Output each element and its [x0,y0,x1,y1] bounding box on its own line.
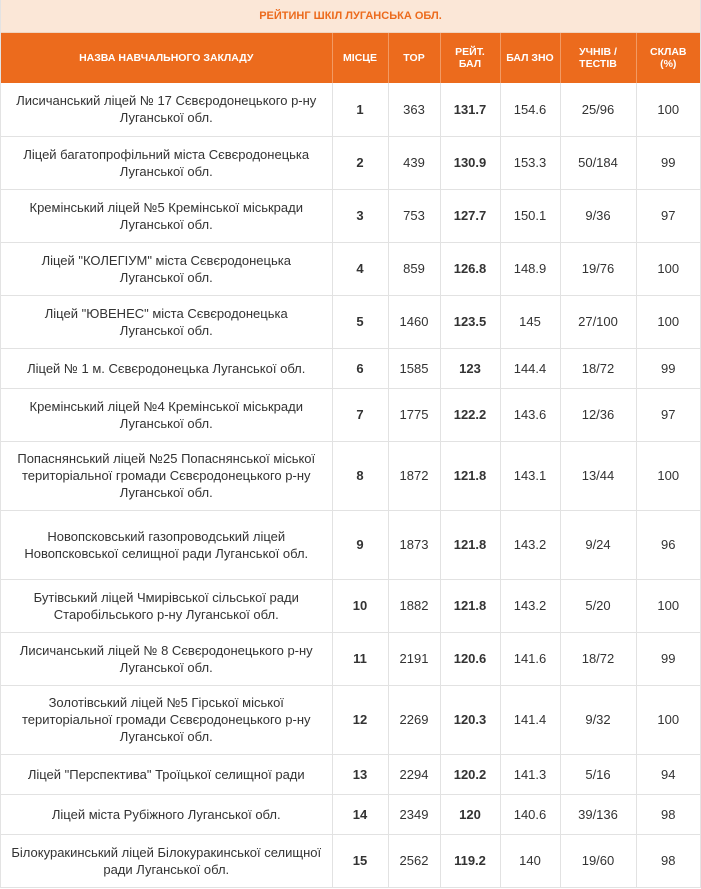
top-cell: 2562 [388,834,440,887]
pupils-tests-cell: 27/100 [560,295,636,348]
top-cell: 439 [388,136,440,189]
score-cell: 123.5 [440,295,500,348]
place-cell: 7 [332,388,388,441]
school-name-cell: Ліцей "ЮВЕНЕС" міста Сєвєродонецька Луганської обл. [1,295,332,348]
place-cell: 12 [332,685,388,754]
table-row [1,754,700,794]
place-cell: 4 [332,242,388,295]
top-cell: 2191 [388,632,440,685]
pupils-tests-cell: 5/20 [560,579,636,632]
score-cell: 126.8 [440,242,500,295]
zno-score-cell: 143.2 [500,579,560,632]
pass-percent-cell: 100 [636,83,700,136]
zno-score-cell: 140 [500,834,560,887]
score-cell: 120.3 [440,685,500,754]
score-cell: 131.7 [440,83,500,136]
school-name-cell: Новопсковський газопроводський ліцей Новопсковської селищної ради Луганської обл. [1,510,332,579]
pass-percent-cell: 94 [636,754,700,794]
pupils-tests-cell: 5/16 [560,754,636,794]
score-cell: 122.2 [440,388,500,441]
table-row [1,189,700,242]
school-name-cell: Білокуракинський ліцей Білокуракинської селищної ради Луганської обл. [1,834,332,887]
top-cell: 2349 [388,794,440,834]
table-row [1,136,700,189]
top-cell: 753 [388,189,440,242]
score-cell: 119.2 [440,834,500,887]
place-cell: 1 [332,83,388,136]
pass-percent-cell: 97 [636,388,700,441]
col-header-name: НАЗВА НАВЧАЛЬНОГО ЗАКЛАДУ [1,33,332,83]
school-name-cell: Кремінський ліцей №5 Кремінської міськради Луганської обл. [1,189,332,242]
place-cell: 5 [332,295,388,348]
pass-percent-cell: 97 [636,189,700,242]
pass-percent-cell: 100 [636,685,700,754]
top-cell: 1873 [388,510,440,579]
school-name-cell: Ліцей "Перспектива" Троїцької селищної ради [1,754,332,794]
pupils-tests-cell: 9/32 [560,685,636,754]
school-name-cell: Лисичанський ліцей № 17 Сєвєродонецького р-ну Луганської обл. [1,83,332,136]
col-header-place: МІСЦЕ [332,33,388,83]
col-header-pupils: УЧНІВ / ТЕСТІВ [560,33,636,83]
pupils-tests-cell: 19/60 [560,834,636,887]
pass-percent-cell: 96 [636,510,700,579]
pupils-tests-cell: 25/96 [560,83,636,136]
pupils-tests-cell: 13/44 [560,441,636,510]
top-cell: 363 [388,83,440,136]
table-row [1,348,700,388]
table-row [1,794,700,834]
place-cell: 14 [332,794,388,834]
zno-score-cell: 150.1 [500,189,560,242]
top-cell: 1882 [388,579,440,632]
pupils-tests-cell: 50/184 [560,136,636,189]
table-row [1,834,700,887]
place-cell: 8 [332,441,388,510]
table-row [1,579,700,632]
score-cell: 130.9 [440,136,500,189]
place-cell: 13 [332,754,388,794]
table-row [1,295,700,348]
pass-percent-cell: 100 [636,579,700,632]
pass-percent-cell: 99 [636,136,700,189]
top-cell: 1460 [388,295,440,348]
place-cell: 3 [332,189,388,242]
col-header-top: TOP [388,33,440,83]
school-name-cell: Кремінський ліцей №4 Кремінської міськради Луганської обл. [1,388,332,441]
school-name-cell: Лисичанський ліцей № 8 Сєвєродонецького р-ну Луганської обл. [1,632,332,685]
school-name-cell: Золотівський ліцей №5 Гірської міської територіальної громади Сєвєродонецького р-ну Луганської обл. [1,685,332,754]
pass-percent-cell: 100 [636,295,700,348]
score-cell: 120 [440,794,500,834]
zno-score-cell: 148.9 [500,242,560,295]
zno-score-cell: 141.3 [500,754,560,794]
table-row [1,388,700,441]
pupils-tests-cell: 19/76 [560,242,636,295]
zno-score-cell: 145 [500,295,560,348]
table-body [1,83,700,887]
pass-percent-cell: 99 [636,632,700,685]
score-cell: 121.8 [440,510,500,579]
table-row [1,83,700,136]
school-name-cell: Ліцей "КОЛЕГІУМ" міста Сєвєродонецька Луганської обл. [1,242,332,295]
pupils-tests-cell: 12/36 [560,388,636,441]
score-cell: 121.8 [440,441,500,510]
table-row [1,441,700,510]
pupils-tests-cell: 18/72 [560,348,636,388]
header-row [1,33,700,83]
score-cell: 120.6 [440,632,500,685]
pupils-tests-cell: 39/136 [560,794,636,834]
pupils-tests-cell: 9/36 [560,189,636,242]
ranking-table [1,33,700,888]
zno-score-cell: 153.3 [500,136,560,189]
place-cell: 15 [332,834,388,887]
place-cell: 6 [332,348,388,388]
score-cell: 121.8 [440,579,500,632]
top-cell: 2294 [388,754,440,794]
col-header-score: РЕЙТ. БАЛ [440,33,500,83]
pass-percent-cell: 98 [636,834,700,887]
score-cell: 127.7 [440,189,500,242]
pass-percent-cell: 99 [636,348,700,388]
zno-score-cell: 143.2 [500,510,560,579]
school-name-cell: Ліцей багатопрофільний міста Сєвєродонецька Луганської обл. [1,136,332,189]
top-cell: 1775 [388,388,440,441]
zno-score-cell: 143.6 [500,388,560,441]
school-name-cell: Ліцей № 1 м. Сєвєродонецька Луганської обл. [1,348,332,388]
pass-percent-cell: 100 [636,441,700,510]
zno-score-cell: 141.4 [500,685,560,754]
table-row [1,685,700,754]
pass-percent-cell: 100 [636,242,700,295]
score-cell: 123 [440,348,500,388]
school-name-cell: Ліцей міста Рубіжного Луганської обл. [1,794,332,834]
table-row [1,510,700,579]
top-cell: 859 [388,242,440,295]
place-cell: 11 [332,632,388,685]
top-cell: 1872 [388,441,440,510]
zno-score-cell: 143.1 [500,441,560,510]
table-row [1,242,700,295]
zno-score-cell: 140.6 [500,794,560,834]
zno-score-cell: 141.6 [500,632,560,685]
zno-score-cell: 144.4 [500,348,560,388]
place-cell: 2 [332,136,388,189]
col-header-pass: СКЛАВ (%) [636,33,700,83]
place-cell: 9 [332,510,388,579]
col-header-zno: БАЛ ЗНО [500,33,560,83]
school-name-cell: Бутівський ліцей Чмирівської сільської ради Старобільського р-ну Луганської обл. [1,579,332,632]
place-cell: 10 [332,579,388,632]
zno-score-cell: 154.6 [500,83,560,136]
score-cell: 120.2 [440,754,500,794]
top-cell: 2269 [388,685,440,754]
top-cell: 1585 [388,348,440,388]
pupils-tests-cell: 18/72 [560,632,636,685]
pupils-tests-cell: 9/24 [560,510,636,579]
pass-percent-cell: 98 [636,794,700,834]
table-row [1,632,700,685]
school-name-cell: Попаснянський ліцей №25 Попаснянської міської територіальної громади Сєвєродонецького р-ну Луганської обл. [1,441,332,510]
table-title: РЕЙТИНГ ШКІЛ ЛУГАНСЬКА ОБЛ. [1,0,700,33]
